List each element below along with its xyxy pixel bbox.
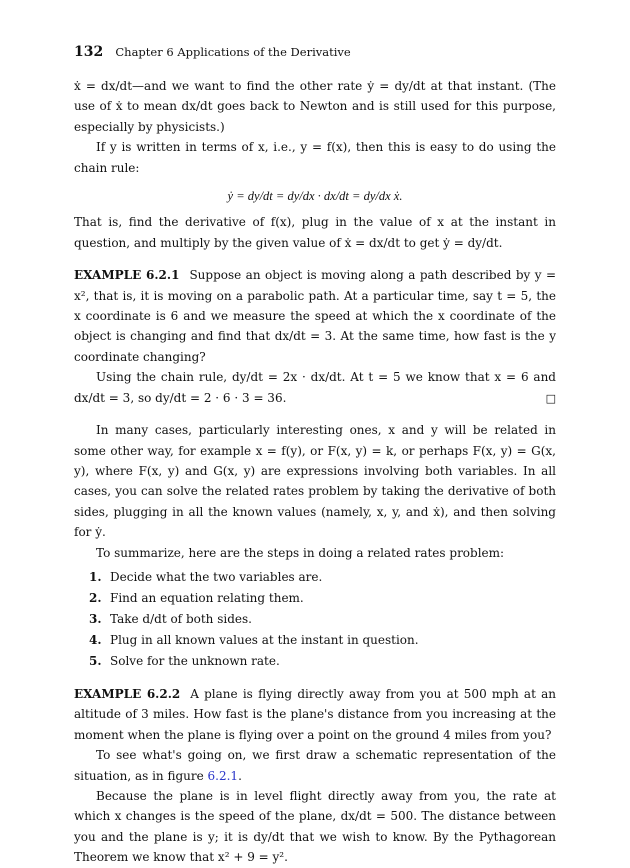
paragraph-steps-intro: To summarize, here are the steps in doing a related rates problem: bbox=[96, 545, 505, 560]
example-6-2-2 bbox=[74, 684, 556, 745]
step-text: Plug in all known values at the instant in question. bbox=[110, 632, 419, 647]
page-number: 132 bbox=[74, 44, 104, 60]
step-text: Take d/dt of both sides. bbox=[110, 611, 252, 626]
figure-ref-end: . bbox=[238, 768, 242, 783]
example-label: EXAMPLE 6.2.2 bbox=[74, 686, 181, 701]
example-text: Suppose an object is moving along a path described by y = x², that is, it is moving on a parabolic path. At a particular time, say t = 5, the x coordinate is 6 and we measure the speed at which the x coordinate of the object is changing and find that dx/dt = 3. At the same time, how fast is the y coordinate changing? bbox=[74, 268, 556, 364]
chapter-title: Chapter 6 Applications of the Derivative bbox=[115, 45, 351, 59]
list-item bbox=[74, 651, 556, 672]
paragraph-general-cases: In many cases, particularly interesting ones, x and y will be related in some other way, for example x = f(y), or F(x, y) = k, or perhaps F(x, y) = G(x, y), where F(x, y) and G(x, y) are expressions involving both variables. In all cases, you can solve the related rates problem by taking the derivative of both sides, plugging in all the known values (namely, x, y, and ẋ), and then solving for ẏ. bbox=[74, 423, 556, 540]
step-text: Decide what the two variables are. bbox=[110, 569, 323, 584]
steps-list bbox=[74, 567, 556, 672]
step-number: 1. bbox=[89, 569, 102, 584]
step-text: Find an equation relating them. bbox=[110, 590, 304, 605]
figure-ref-text: To see what's going on, we first draw a schematic representation of the situation, as in figure bbox=[74, 748, 556, 783]
list-item bbox=[74, 630, 556, 651]
paragraph-intro: ẋ = dx/dt—and we want to find the other rate ẏ = dy/dt at that instant. (The use of ẋ to mean dx/dt goes back to Newton and is still used for this purpose, especially by physicists.) bbox=[74, 79, 556, 134]
list-item bbox=[74, 567, 556, 588]
paragraph-chain-rule: If y is written in terms of x, i.e., y = f(x), then this is easy to do using the chain rule: bbox=[74, 140, 556, 175]
list-item bbox=[74, 588, 556, 609]
step-number: 4. bbox=[89, 632, 102, 647]
example-solution bbox=[74, 367, 556, 408]
figure-link[interactable]: 6.2.1 bbox=[207, 768, 239, 783]
chain-rule-equation: ẏ = dy/dt = dy/dx · dx/dt = dy/dx ẋ. bbox=[227, 189, 403, 204]
example-label: EXAMPLE 6.2.1 bbox=[74, 268, 180, 283]
solution-text: Using the chain rule, dy/dt = 2x · dx/dt. At t = 5 we know that x = 6 and dx/dt = 3, so dy/dt = 2 · 6 · 3 = 36. bbox=[74, 370, 556, 405]
example-text: A plane is flying directly away from you at 500 mph at an altitude of 3 miles. How fast is the plane's distance from you increasing at the moment when the plane is flying over a point on the ground 4 miles from you? bbox=[74, 686, 557, 742]
step-text: Solve for the unknown rate. bbox=[110, 653, 280, 668]
step-number: 5. bbox=[89, 653, 102, 668]
paragraph-pythagorean: Because the plane is in level flight directly away from you, the rate at which x changes is the speed of the plane, dx/dt = 500. The distance between you and the plane is y; it is dy/dt that we wish to know. By the Pythagorean Theorem we know that x² + 9 = y². bbox=[74, 788, 556, 865]
page-body bbox=[74, 76, 556, 868]
step-number: 2. bbox=[89, 590, 102, 605]
qed-icon: □ bbox=[545, 391, 556, 405]
step-number: 3. bbox=[89, 611, 102, 626]
running-header bbox=[74, 44, 351, 60]
list-item bbox=[74, 609, 556, 630]
example-6-2-1 bbox=[74, 265, 556, 367]
paragraph-summary: That is, find the derivative of f(x), plug in the value of x at the instant in question, and multiply by the given value of ẋ = dx/dt to get ẏ = dy/dt. bbox=[74, 215, 556, 250]
paragraph-figure-ref bbox=[74, 745, 556, 786]
